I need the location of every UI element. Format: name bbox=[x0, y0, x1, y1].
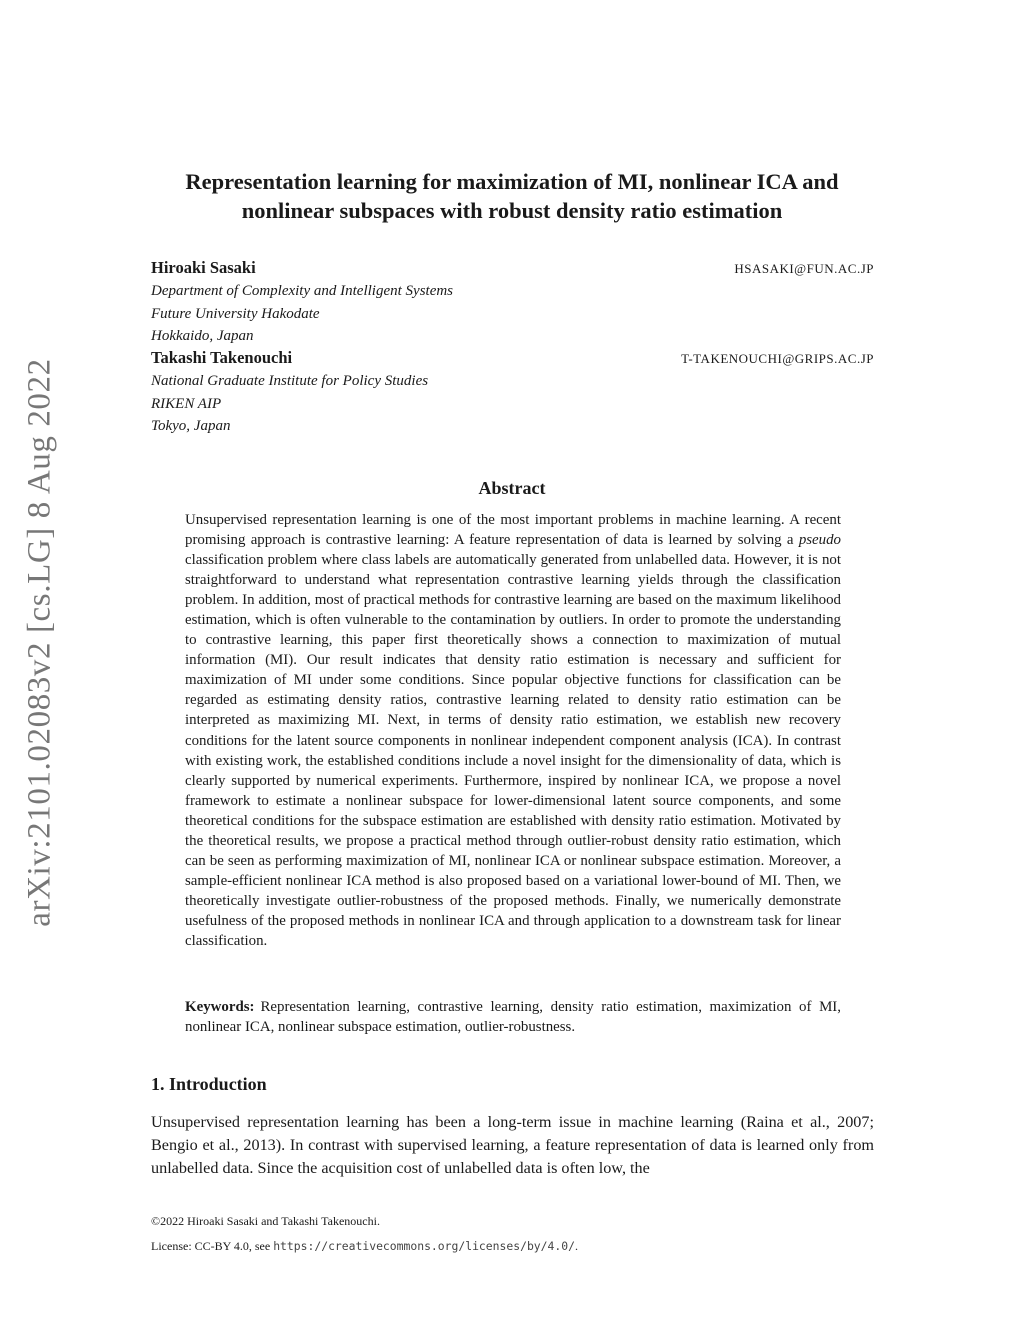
license-suffix: . bbox=[574, 1239, 578, 1253]
license-link[interactable]: https://creativecommons.org/licenses/by/4.0/ bbox=[273, 1239, 575, 1253]
abstract-italic-term: pseudo bbox=[798, 532, 841, 549]
author-email[interactable]: HSASAKI@FUN.AC.JP bbox=[734, 261, 874, 276]
author-name: Takashi Takenouchi bbox=[151, 348, 293, 367]
author-email[interactable]: T-TAKENOUCHI@GRIPS.AC.JP bbox=[681, 351, 874, 366]
author-affiliation-line: Tokyo, Japan bbox=[151, 418, 231, 435]
paper-title-line-2: nonlinear subspaces with robust density ratio estimation bbox=[241, 198, 783, 223]
abstract-heading: Abstract bbox=[478, 478, 546, 498]
keywords bbox=[185, 997, 841, 1038]
author-affiliation-line: Hokkaido, Japan bbox=[151, 328, 254, 345]
author-block-2 bbox=[151, 347, 874, 438]
author-affiliation-line: Department of Complexity and Intelligent Systems bbox=[151, 283, 454, 299]
copyright-notice: ©2022 Hiroaki Sasaki and Takashi Takenouchi. bbox=[151, 1214, 380, 1228]
license-notice bbox=[151, 1238, 578, 1254]
keywords-text: Representation learning, contrastive learning, density ratio estimation, maximization of MI, nonlinear ICA, nonlinear subspace estimation, outlier-robustness. bbox=[185, 999, 841, 1036]
author-name: Hiroaki Sasaki bbox=[151, 258, 256, 277]
abstract-text-part: Unsupervised representation learning is one of the most important problems in machine learning. A recent promising approach is contrastive learning: A feature representation of data is learned by solving a bbox=[185, 512, 841, 549]
author-block-1 bbox=[151, 257, 874, 348]
license-prefix: License: CC-BY 4.0, see bbox=[151, 1239, 274, 1253]
paper-title-line-1: Representation learning for maximization of MI, nonlinear ICA and bbox=[185, 169, 839, 194]
author-affiliation-line: National Graduate Institute for Policy Studies bbox=[151, 373, 429, 389]
arxiv-identifier bbox=[20, 355, 60, 930]
author-affiliation-line: Future University Hakodate bbox=[151, 305, 320, 322]
abstract-text-part: classification problem where class labels are automatically generated from unlabelled data. However, it is not straightforward to understand what representation contrastive learning yields through the classification problem. In addition, most of practical methods for contrastive learning are based on the maximum likelihood estimation, which is often vulnerable to the contamination by outliers. In order to promote the understanding to contrastive learning, this paper first theoretically shows a connection to maximization of mutual information (MI). Our result indicates that density ratio estimation is necessary and sufficient for maximization of MI under some conditions. Since popular objective functions for classification can be regarded as estimating density ratios, contrastive learning related to density ratio estimation can be interpreted as maximizing MI. Next, in terms of density ratio estimation, we establish new recovery conditions for the latent source components in nonlinear independent component analysis (ICA). In contrast with existing work, the established conditions include a novel insight for the dimensionality of data, which is clearly supported by numerical experiments. Furthermore, inspired by nonlinear ICA, we propose a novel framework to estimate a nonlinear subspace for lower-dimensional latent source components, and some theoretical conditions for the subspace estimation are established with density ratio estimation. Motivated by the theoretical results, we propose a practical method through outlier-robust density ratio estimation, which can be seen as performing maximization of MI, nonlinear ICA or nonlinear subspace estimation. Moreover, a sample-efficient nonlinear ICA method is also proposed based on a variational lower-bound of MI. Then, we theoretically investigate outlier-robustness of the proposed methods. Finally, we numerically demonstrate usefulness of the proposed methods in nonlinear ICA and through application to a downstream task for linear classification. bbox=[185, 552, 841, 949]
author-affiliation-line: RIKEN AIP bbox=[151, 395, 222, 412]
abstract-body bbox=[185, 510, 841, 951]
keywords-label: Keywords: bbox=[185, 999, 255, 1015]
section-heading-introduction: 1. Introduction bbox=[151, 1074, 267, 1094]
arxiv-identifier-text: arXiv:2101.02083v2 [cs.LG] 8 Aug 2022 bbox=[21, 358, 58, 927]
paper-title bbox=[140, 167, 884, 225]
introduction-paragraph: Unsupervised representation learning has been a long-term issue in machine learning (Raina et al., 2007; Bengio et al., 2013). In contrast with supervised learning, a feature representation of data is learned only from unlabelled data. Since the acquisition cost of unlabelled data is often low, the bbox=[151, 1113, 874, 1178]
